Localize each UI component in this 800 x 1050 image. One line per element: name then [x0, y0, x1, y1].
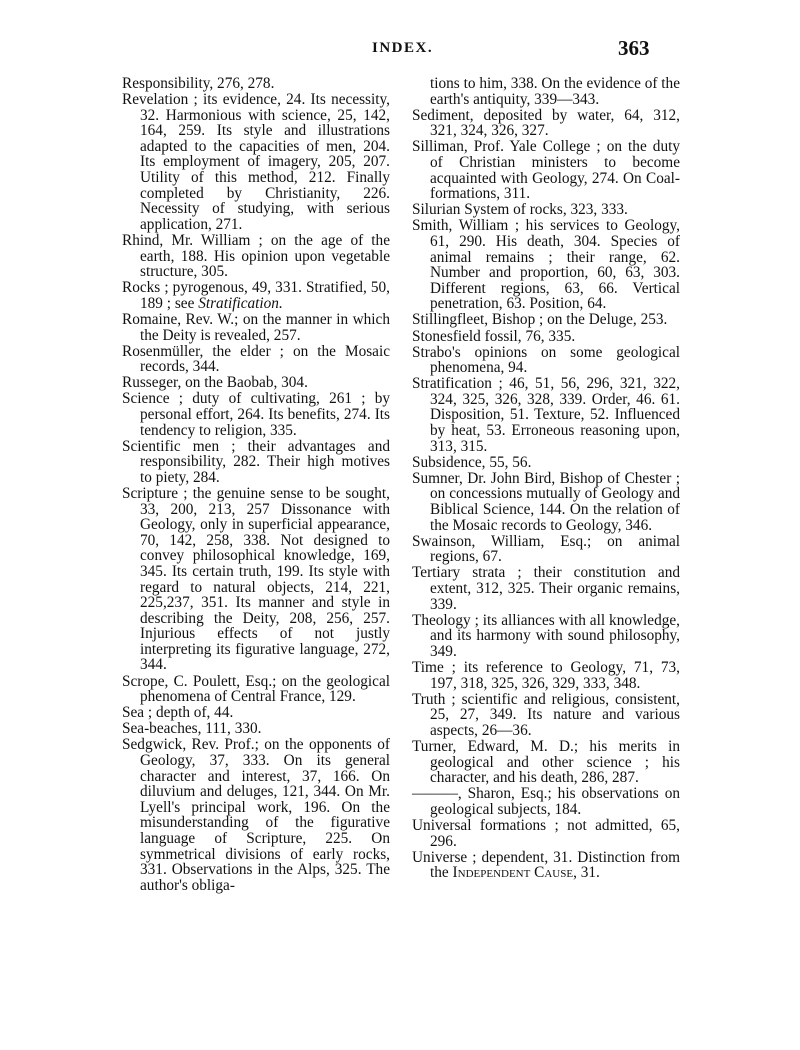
index-column-left	[122, 76, 390, 894]
index-entry-text: Universe ; dependent, 31. Distinction from the	[412, 848, 680, 882]
index-entry: Truth ; scientific and religious, consistent, 25, 27, 349. Its nature and various aspects, 26—36.	[412, 690, 680, 739]
index-entry: Turner, Edward, M. D.; his merits in geological and other science ; his character, and his death, 286, 287.	[412, 737, 680, 787]
index-entry: Time ; its reference to Geology, 71, 73, 197, 318, 325, 326, 329, 333, 348.	[412, 658, 680, 692]
index-entry: ———, Sharon, Esq.; his observations on geological subjects, 184.	[412, 785, 680, 818]
page-number: 363	[618, 36, 650, 60]
index-entry-universe	[412, 850, 680, 881]
index-entry: Sedgwick, Rev. Prof.; on the opponents of Geology, 37, 333. On its general character and interest, 37, 166. On diluvium and deluges, 121, 344. On Mr. Lyell's principal work, 196. On the misunderstanding of the figurative language of Scripture, 225. On symmetrical divisions of early rocks, 331. Observations in the Alps, 325. The author's obliga-	[122, 736, 390, 894]
index-entry: Sumner, Dr. John Bird, Bishop of Chester ; on concessions mutually of Geology and Biblical Science, 144. On the relation of the Mosaic records to Geology, 346.	[412, 469, 680, 534]
index-column-right	[412, 76, 680, 881]
index-entry: Stillingfleet, Bishop ; on the Deluge, 253.	[412, 311, 668, 329]
small-caps-reference: Independent Cause	[452, 864, 574, 882]
index-entry: Rosenmüller, the elder ; on the Mosaic records, 344.	[122, 342, 390, 376]
index-entry-text: Rocks ; pyrogenous, 49, 331. Stratified, 50, 189 ; see Stratification.	[122, 279, 390, 312]
index-entry: Stratification ; 46, 51, 56, 296, 321, 322, 324, 325, 326, 328, 339. Order, 46. 61. Disposition, 51. Texture, 52. Influenced by heat, 53. Erroneous reasoning upon, 313, 315.	[412, 375, 680, 455]
index-entry: Sea ; depth of, 44.	[122, 704, 234, 722]
index-entry: Romaine, Rev. W.; on the manner in which the Deity is revealed, 257.	[122, 310, 390, 344]
index-entry: Tertiary strata ; their constitution and extent, 312, 325. Their organic remains, 339.	[412, 564, 680, 613]
index-entry: Swainson, William, Esq.; on animal regions, 67.	[412, 532, 680, 566]
index-entry: Responsibility, 276, 278.	[122, 75, 275, 92]
italic-cross-reference: Stratification.	[198, 294, 283, 312]
index-entry: Scrope, C. Poulett, Esq.; on the geological phenomena of Central France, 129.	[122, 672, 390, 706]
index-entry: Theology ; its alliances with all knowledge, and its harmony with sound philosophy, 349.	[412, 611, 680, 660]
index-entry: Stonesfield fossil, 76, 335.	[412, 327, 576, 345]
index-entry: Smith, William ; his services to Geology, 61, 290. His death, 304. Species of animal remains ; their range, 62. Number and proportion, 60, 63, 303. Different regions, 63, 66. Vertical penetration, 63. Position, 64.	[412, 217, 680, 313]
index-entry: Silliman, Prof. Yale College ; on the duty of Christian ministers to become acquainted with Geology, 274. On Coal-formations, 311.	[412, 138, 680, 203]
index-entry: Sea-beaches, 111, 330.	[122, 720, 262, 738]
index-entry: Scientific men ; their advantages and responsibility, 282. Their high motives to piety, 284.	[122, 437, 390, 486]
index-entry: Strabo's opinions on some geological phenomena, 94.	[412, 343, 680, 377]
running-title: INDEX.	[372, 40, 434, 56]
index-entry-continued: tions to him, 338. On the evidence of the earth's antiquity, 339—343.	[430, 75, 680, 108]
index-entry: Rhind, Mr. William ; on the age of the earth, 188. His opinion upon vegetable structure, 305.	[122, 231, 390, 281]
index-entry-text-end: , 31.	[573, 864, 600, 882]
index-entry: Universal formations ; not admitted, 65, 296.	[412, 816, 680, 850]
index-entry: Sediment, deposited by water, 64, 312, 321, 324, 326, 327.	[412, 106, 680, 140]
index-entry: Russeger, on the Baobab, 304.	[122, 374, 308, 392]
index-entry: Scripture ; the genuine sense to be sought, 33, 200, 213, 257 Dissonance with Geology, only in superficial appearance, 70, 142, 258, 338. Not designed to convey philosophical knowledge, 169, 345. Its certain truth, 199. Its style with regard to natural objects, 214, 221, 225,237, 351. Its manner and style in describing the Deity, 208, 256, 257. Injurious effects of not justly interpreting its figurative language, 272, 344.	[122, 484, 390, 674]
index-entry: Silurian System of rocks, 323, 333.	[412, 201, 628, 219]
page-header	[0, 36, 800, 66]
index-entry-rocks	[122, 280, 390, 311]
index-entry: Science ; duty of cultivating, 261 ; by personal effort, 264. Its benefits, 274. Its tendency to religion, 335.	[122, 390, 390, 439]
index-entry: Subsidence, 55, 56.	[412, 453, 532, 471]
index-entry: Revelation ; its evidence, 24. Its necessity, 32. Harmonious with science, 25, 142, 164, 259. Its style and illustrations adapted to the capacities of men, 204. Its employment of imagery, 205, 207. Utility of this method, 212. Finally completed by Christianity, 226. Necessity of studying, with serious application, 271.	[122, 91, 390, 233]
